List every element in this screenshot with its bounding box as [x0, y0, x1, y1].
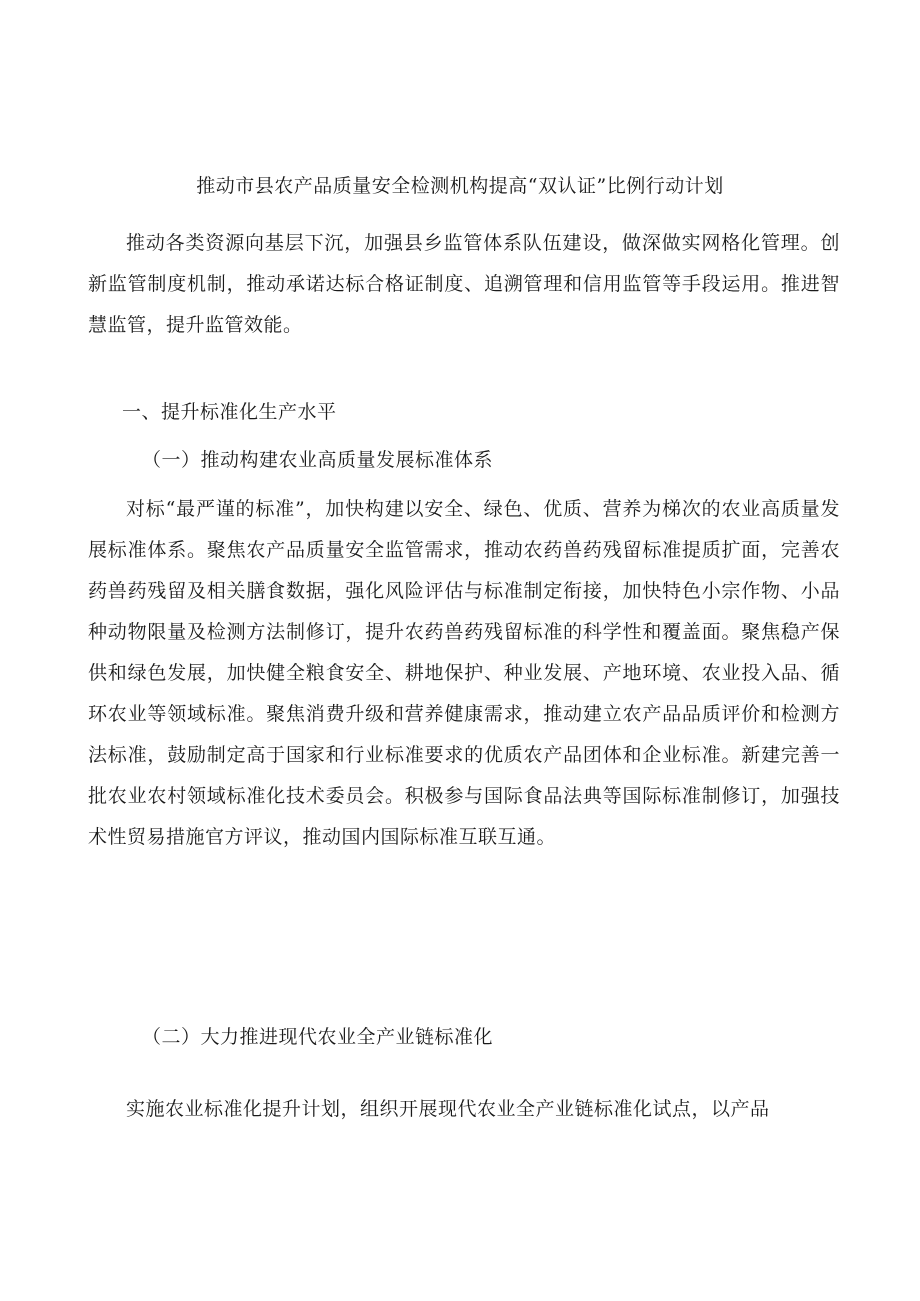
subsection-heading-1: （一）推动构建农业高质量发展标准体系: [142, 449, 494, 471]
subsection-body-1: 对标“最严谨的标准”，加快构建以安全、绿色、优质、营养为梯次的农业高质量发展标准体系。聚焦农产品质量安全监管需求，推动农药兽药残留标准提质扩面，完善农药兽药残留及相关膳食数据，强化风险评估与标准制定衔接，加快特色小宗作物、小品种动物限量及检测方法制修订，提升农药兽药残留标准的科学性和覆盖面。聚焦稳产保供和绿色发展，加快健全粮食安全、耕地保护、种业发展、产地环境、农业投入品、循环农业等领域标准。聚焦消费升级和营养健康需求，推动建立农产品品质评价和检测方法标准，鼓励制定高于国家和行业标准要求的优质农产品团体和企业标准。新建完善一批农业农村领域标准化技术委员会。积极参与国际食品法典等国际标准制修订，加强技术性贸易措施官方评议，推动国内国际标准互联互通。: [88, 498, 840, 848]
subsection-body-2: 实施农业标准化提升计划，组织开展现代农业全产业链标准化试点，以产品: [126, 1098, 770, 1120]
section-heading-1: 一、提升标准化生产水平: [122, 401, 337, 423]
intro-paragraph: 推动各类资源向基层下沉，加强县乡监管体系队伍建设，做深做实网格化管理。创新监管制度机制，推动承诺达标合格证制度、追溯管理和信用监管等手段运用。推进智慧监管，提升监管效能。: [88, 232, 840, 336]
subsection-heading-2: （二）大力推进现代农业全产业链标准化: [142, 1026, 494, 1048]
document-title: 推动市县农产品质量安全检测机构提高“双认证”比例行动计划: [196, 175, 724, 197]
